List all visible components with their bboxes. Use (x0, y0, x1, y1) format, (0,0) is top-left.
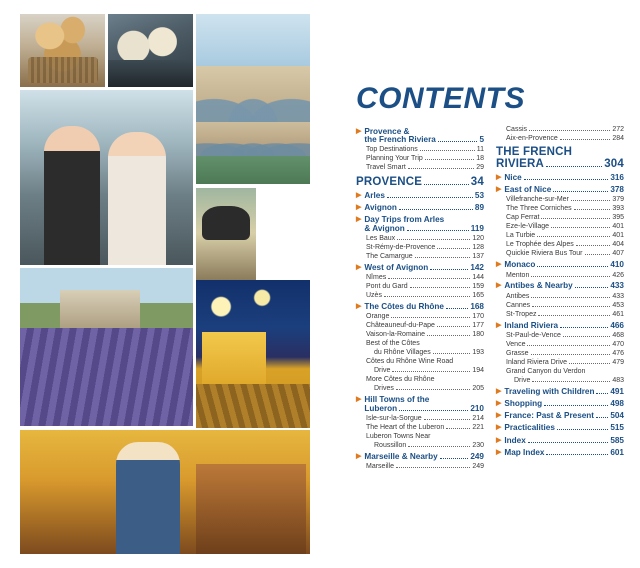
bullet-triangle-icon: ▶ (356, 203, 362, 211)
toc-entry[interactable] (496, 205, 624, 212)
toc-entry[interactable] (356, 303, 484, 312)
toc-entry-title: Drive (514, 376, 531, 384)
toc-entry-page: 137 (472, 252, 484, 260)
leader-dots (388, 278, 470, 279)
toc-entry-title: Menton (506, 271, 530, 279)
bullet-triangle-icon: ▶ (496, 424, 502, 432)
bullet-triangle-icon: ▶ (356, 303, 362, 310)
toc-entry-continuation[interactable] (496, 158, 624, 170)
leader-dots (396, 467, 470, 468)
toc-entry-title: La Turbie (506, 232, 536, 240)
toc-entry-title: East of Nice (504, 185, 552, 195)
toc-entry-page: 483 (612, 376, 624, 384)
toc-entry-page: 585 (610, 435, 624, 445)
leader-dots (544, 405, 608, 406)
leader-dots (524, 179, 609, 180)
leader-dots (384, 296, 470, 297)
toc-entry-page: 453 (612, 301, 624, 309)
toc-entry-page: 11 (476, 146, 484, 154)
toc-entry-title: Aix-en-Provence (506, 134, 558, 142)
leader-dots (408, 446, 470, 447)
toc-entry-page: 159 (472, 283, 484, 291)
leader-dots (399, 209, 473, 210)
toc-entry-page: 5 (479, 135, 484, 145)
bullet-triangle-icon: ▶ (496, 387, 502, 395)
toc-entry-page: 177 (472, 322, 484, 330)
toc-entry-page: 272 (612, 125, 624, 133)
toc-entry[interactable] (496, 449, 624, 458)
toc-entry[interactable] (496, 359, 624, 366)
toc-entry-page: 34 (470, 175, 484, 188)
leader-dots (585, 254, 611, 255)
leader-dots (427, 335, 470, 336)
toc-entry-page: 193 (472, 349, 484, 357)
toc-entry[interactable] (356, 349, 484, 356)
toc-entry-title: Arles (364, 190, 385, 200)
toc-entry-title: Traveling with Children (504, 386, 595, 396)
toc-entry-title: du Rhône Villages (374, 349, 431, 357)
toc-entry-title: Vaison-la-Romaine (366, 331, 426, 339)
table-of-contents (330, 0, 640, 568)
pont-du-gard-photo (196, 14, 310, 184)
toc-entry-title: The Heart of the Luberon (366, 424, 445, 432)
toc-entry-title: Grand Canyon du Verdon (506, 367, 586, 375)
toc-entry[interactable] (496, 250, 624, 257)
toc-entry[interactable] (356, 424, 484, 431)
toc-entry-title: Le Trophée des Alpes (506, 241, 574, 249)
bullet-triangle-icon: ▶ (496, 400, 502, 407)
toc-entry-page: 53 (474, 190, 484, 200)
toc-entry[interactable] (496, 282, 624, 291)
leader-dots (424, 419, 471, 420)
toc-entry-title: THE FRENCH (496, 146, 573, 158)
toc-entry-title-line2: the French Riviera (364, 135, 436, 145)
leader-dots (446, 428, 470, 429)
toc-entry-page: 316 (610, 172, 624, 182)
toc-entry[interactable] (496, 412, 624, 421)
market-umbrella-photo (196, 188, 256, 288)
toc-entry[interactable] (496, 232, 624, 239)
toc-entry-title: The Camargue (366, 252, 413, 260)
toc-entry-page: 476 (612, 349, 624, 357)
leader-dots (537, 236, 610, 237)
van-gogh-cafe-photo (196, 280, 310, 428)
toc-entry-title: Luberon Towns Near (366, 433, 431, 441)
leader-dots (437, 248, 470, 249)
toc-entry-page: 284 (612, 134, 624, 142)
toc-entry-title: Cannes (506, 301, 531, 309)
toc-entry-page: 504 (610, 411, 624, 421)
toc-entry-continuation[interactable] (356, 405, 484, 414)
leader-dots (576, 245, 611, 246)
leader-dots (557, 429, 608, 430)
toc-column-left (356, 124, 484, 471)
bullet-triangle-icon: ▶ (356, 263, 362, 271)
bullet-triangle-icon: ▶ (496, 436, 502, 444)
toc-entry[interactable] (356, 331, 484, 338)
toc-entry-title: Hill Towns of the (364, 395, 430, 405)
toc-entry[interactable] (356, 204, 484, 213)
toc-entry-page: 491 (610, 386, 624, 396)
leader-dots (425, 159, 474, 160)
toc-entry-title: Antibes & Nearby (504, 281, 573, 291)
toc-entry-page: 249 (472, 463, 484, 471)
toc-entry-page: 401 (612, 232, 624, 240)
leader-dots (532, 306, 610, 307)
toc-entry-title: Practicalities (504, 423, 555, 433)
toc-entry-title: Roussillon (374, 442, 407, 450)
toc-entry-page: 466 (610, 320, 624, 330)
toc-entry[interactable] (496, 241, 624, 248)
toc-entry-title: France: Past & Present (504, 411, 595, 421)
toc-entry-title: Index (504, 435, 526, 445)
toc-entry-page: 304 (604, 158, 624, 171)
toc-entry-page: 221 (472, 424, 484, 432)
toc-entry-page: 393 (612, 205, 624, 213)
toc-entry[interactable] (356, 376, 484, 383)
toc-entry-page: 214 (472, 415, 484, 423)
toc-entry[interactable] (356, 283, 484, 290)
toc-entry-title: Marseille & Nearby (364, 452, 438, 462)
toc-entry-page: 515 (610, 423, 624, 433)
toc-entry[interactable] (496, 214, 624, 221)
toc-entry-page: 210 (470, 403, 484, 413)
leader-dots (531, 276, 610, 277)
toc-entry-title: Monaco (504, 260, 536, 270)
leader-dots (387, 197, 473, 198)
leader-dots (396, 389, 470, 390)
bullet-triangle-icon: ▶ (356, 127, 362, 135)
toc-entry-title: Villefranche-sur-Mer (506, 196, 569, 204)
toc-entry-page: 205 (472, 385, 484, 393)
bullet-triangle-icon: ▶ (496, 282, 502, 290)
toc-entry[interactable] (496, 223, 624, 230)
toc-entry-title: Les Baux (366, 234, 396, 242)
toc-entry-title-line2: RIVIERA (496, 158, 545, 171)
toc-entry-title: Grasse (506, 349, 529, 357)
leader-dots (569, 363, 610, 364)
toc-entry[interactable] (496, 196, 624, 203)
toc-entry[interactable] (496, 350, 624, 357)
toc-entry-title: The Côtes du Rhône (364, 302, 444, 311)
toc-entry-title: Châteauneuf-du-Pape (366, 322, 435, 330)
bullet-triangle-icon: ▶ (356, 191, 362, 199)
toc-entry[interactable] (496, 186, 624, 195)
toc-entry-title: Shopping (504, 399, 543, 408)
toc-entry-page: 194 (472, 367, 484, 375)
toc-entry-title: Marseille (366, 463, 395, 471)
toc-entry-page: 29 (476, 164, 484, 172)
lavender-field-photo (20, 268, 193, 426)
couple-portrait-photo (20, 90, 193, 265)
toc-entry-title-line2: Luberon (364, 403, 398, 413)
bread-basket-photo (20, 14, 105, 87)
toc-column-right (496, 124, 624, 457)
toc-entry-continuation[interactable] (356, 225, 484, 234)
toc-entry[interactable] (496, 368, 624, 375)
toc-entry-title: More Côtes du Rhône (366, 376, 435, 384)
toc-entry-title: Pont du Gard (366, 283, 408, 291)
toc-entry-page: 433 (612, 292, 624, 300)
toc-entry-title: Uzès (366, 292, 382, 300)
leader-dots (538, 315, 610, 316)
toc-entry-page: 170 (472, 313, 484, 321)
toc-entry-title: Cap Ferrat (506, 214, 540, 222)
toc-entry[interactable] (356, 322, 484, 329)
toc-entry[interactable] (496, 135, 624, 142)
toc-entry[interactable] (496, 332, 624, 339)
toc-entry-title: St-Paul-de-Vence (506, 331, 561, 339)
toc-entry[interactable] (496, 341, 624, 348)
toc-entry-page: 433 (610, 281, 624, 291)
toc-entry-title: Top Destinations (366, 146, 418, 154)
toc-entry[interactable] (496, 261, 624, 270)
toc-entry[interactable] (356, 146, 484, 153)
toc-entry-page: 470 (612, 340, 624, 348)
toc-entry[interactable] (356, 442, 484, 449)
toc-entry-title: Côtes du Rhône Wine Road (366, 358, 454, 366)
toc-entry[interactable] (496, 146, 624, 158)
toc-entry[interactable] (356, 415, 484, 422)
bullet-triangle-icon: ▶ (496, 173, 502, 181)
toc-entry-page: 249 (470, 452, 484, 462)
bullet-triangle-icon: ▶ (496, 321, 502, 329)
leader-dots (437, 326, 470, 327)
toc-entry-title: Inland Riviera Drive (506, 358, 568, 366)
toc-entry[interactable] (356, 176, 484, 188)
leader-dots (527, 345, 610, 346)
toc-entry[interactable] (356, 313, 484, 320)
leader-dots (410, 287, 471, 288)
toc-entry[interactable] (356, 433, 484, 440)
toc-entry-page: 379 (612, 196, 624, 204)
toc-entry-title: Map Index (504, 447, 545, 457)
leader-dots (433, 353, 471, 354)
toc-entry[interactable] (496, 302, 624, 309)
leader-dots (415, 257, 471, 258)
leader-dots (546, 166, 602, 167)
leader-dots (438, 141, 478, 142)
toc-entry-title: Antibes (506, 292, 530, 300)
toc-entry-title: Nice (504, 172, 522, 182)
toc-entry[interactable] (356, 244, 484, 251)
toc-entry-title: PROVENCE (356, 175, 423, 188)
toc-entry[interactable] (496, 437, 624, 446)
toc-entry[interactable] (356, 155, 484, 162)
toc-entry-title-line2: & Avignon (364, 223, 405, 233)
leader-dots (563, 336, 610, 337)
toc-entry[interactable] (356, 453, 484, 462)
toc-entry-page: 89 (474, 202, 484, 212)
toc-entry[interactable] (356, 235, 484, 242)
toc-entry[interactable] (356, 463, 484, 470)
toc-entry-title: Vence (506, 340, 526, 348)
toc-entry-title: Travel Smart (366, 164, 406, 172)
toc-entry-title: Cassis (506, 125, 528, 133)
toc-entry-title: Avignon (364, 202, 397, 212)
toc-entry[interactable] (356, 264, 484, 273)
leader-dots (424, 184, 469, 185)
leader-dots (574, 209, 611, 210)
bullet-triangle-icon: ▶ (496, 412, 502, 420)
toc-entry-page: 119 (470, 223, 484, 233)
toc-entry-page: 120 (472, 234, 484, 242)
leader-dots (446, 308, 468, 309)
bullet-triangle-icon: ▶ (496, 448, 502, 456)
toc-entry-page: 468 (612, 331, 624, 339)
toc-entry[interactable] (356, 164, 484, 171)
toc-entry-title: Eze-le-Village (506, 223, 550, 231)
leader-dots (399, 410, 468, 411)
toc-entry[interactable] (496, 174, 624, 183)
leader-dots (528, 442, 609, 443)
toc-entry-title: Provence & (364, 126, 410, 136)
leader-dots (596, 393, 608, 394)
toc-entry-page: 498 (610, 399, 624, 408)
toc-entry-page: 168 (470, 302, 484, 311)
toc-entry-page: 180 (472, 331, 484, 339)
toc-entry-page: 461 (612, 310, 624, 318)
leader-dots (440, 458, 469, 459)
toc-entry[interactable] (356, 340, 484, 347)
toc-entry-title: Quickie Riviera Bus Tour (506, 250, 583, 258)
toc-entry-page: 18 (476, 155, 484, 163)
toc-entry-page: 142 (470, 262, 484, 272)
leader-dots (571, 200, 610, 201)
toc-entry-page: 144 (472, 274, 484, 282)
bullet-triangle-icon: ▶ (356, 396, 362, 404)
toc-entry[interactable] (496, 400, 624, 409)
leader-dots (553, 191, 608, 192)
toc-entry[interactable] (356, 358, 484, 365)
toc-entry[interactable] (356, 192, 484, 201)
leader-dots (531, 297, 610, 298)
toc-entry-page: 404 (612, 241, 624, 249)
bullet-triangle-icon: ▶ (356, 453, 362, 461)
toc-entry-page: 378 (610, 185, 624, 195)
toc-entry-title: Drive (374, 367, 391, 375)
leader-dots (408, 168, 474, 169)
toc-entry-title: St-Rémy-de-Provence (366, 243, 436, 251)
toc-entry-page: 426 (612, 271, 624, 279)
hat-shop-photo (108, 14, 193, 87)
toc-entry-title: Nîmes (366, 274, 387, 282)
toc-entry-title: Inland Riviera (504, 320, 559, 330)
toc-entry[interactable] (356, 253, 484, 260)
toc-entry[interactable] (496, 293, 624, 300)
toc-entry-page: 128 (472, 243, 484, 251)
bullet-triangle-icon: ▶ (356, 215, 362, 223)
toc-entry[interactable] (496, 126, 624, 133)
toc-entry-title: West of Avignon (364, 262, 429, 272)
toc-entry-continuation[interactable] (356, 136, 484, 145)
toc-entry[interactable] (356, 367, 484, 374)
page-title: CONTENTS (356, 82, 525, 115)
leader-dots (392, 371, 470, 372)
toc-entry[interactable] (356, 385, 484, 392)
toc-entry[interactable] (356, 274, 484, 281)
leader-dots (560, 327, 608, 328)
toc-entry-page: 401 (612, 223, 624, 231)
leader-dots (541, 218, 610, 219)
leader-dots (546, 454, 608, 455)
bullet-triangle-icon: ▶ (496, 261, 502, 269)
bullet-triangle-icon: ▶ (496, 186, 502, 194)
leader-dots (575, 287, 609, 288)
leader-dots (532, 381, 610, 382)
leader-dots (430, 269, 468, 270)
leader-dots (391, 317, 470, 318)
toc-entry[interactable] (496, 424, 624, 433)
toc-entry-title: Best of the Côtes (366, 340, 420, 348)
leader-dots (531, 354, 611, 355)
leader-dots (420, 150, 475, 151)
leader-dots (407, 230, 469, 231)
toc-entry-title: Orange (366, 313, 390, 321)
toc-entry-title: The Three Corniches (506, 205, 572, 213)
toc-entry[interactable] (496, 272, 624, 279)
toc-entry[interactable] (356, 292, 484, 299)
toc-entry-page: 230 (472, 442, 484, 450)
toc-entry[interactable] (496, 322, 624, 331)
toc-columns (356, 124, 624, 554)
leader-dots (529, 130, 610, 131)
leader-dots (596, 417, 608, 418)
toc-entry-page: 479 (612, 358, 624, 366)
toc-entry-title: Isle-sur-la-Sorgue (366, 415, 422, 423)
toc-entry-page: 407 (612, 250, 624, 258)
leader-dots (551, 227, 610, 228)
toc-entry[interactable] (496, 388, 624, 397)
leader-dots (397, 239, 470, 240)
toc-entry-title: Planning Your Trip (366, 155, 423, 163)
toc-entry-page: 165 (472, 292, 484, 300)
leader-dots (537, 266, 608, 267)
toc-entry-page: 601 (610, 447, 624, 457)
leader-dots (560, 139, 611, 140)
toc-entry-title: St-Tropez (506, 310, 537, 318)
toc-entry-page: 395 (612, 214, 624, 222)
toc-entry[interactable] (496, 311, 624, 318)
cafe-diner-photo (20, 430, 310, 554)
toc-entry-title: Day Trips from Arles (364, 214, 445, 224)
toc-entry-title: Drives (374, 385, 394, 393)
toc-entry[interactable] (496, 377, 624, 384)
toc-entry-page: 410 (610, 260, 624, 270)
